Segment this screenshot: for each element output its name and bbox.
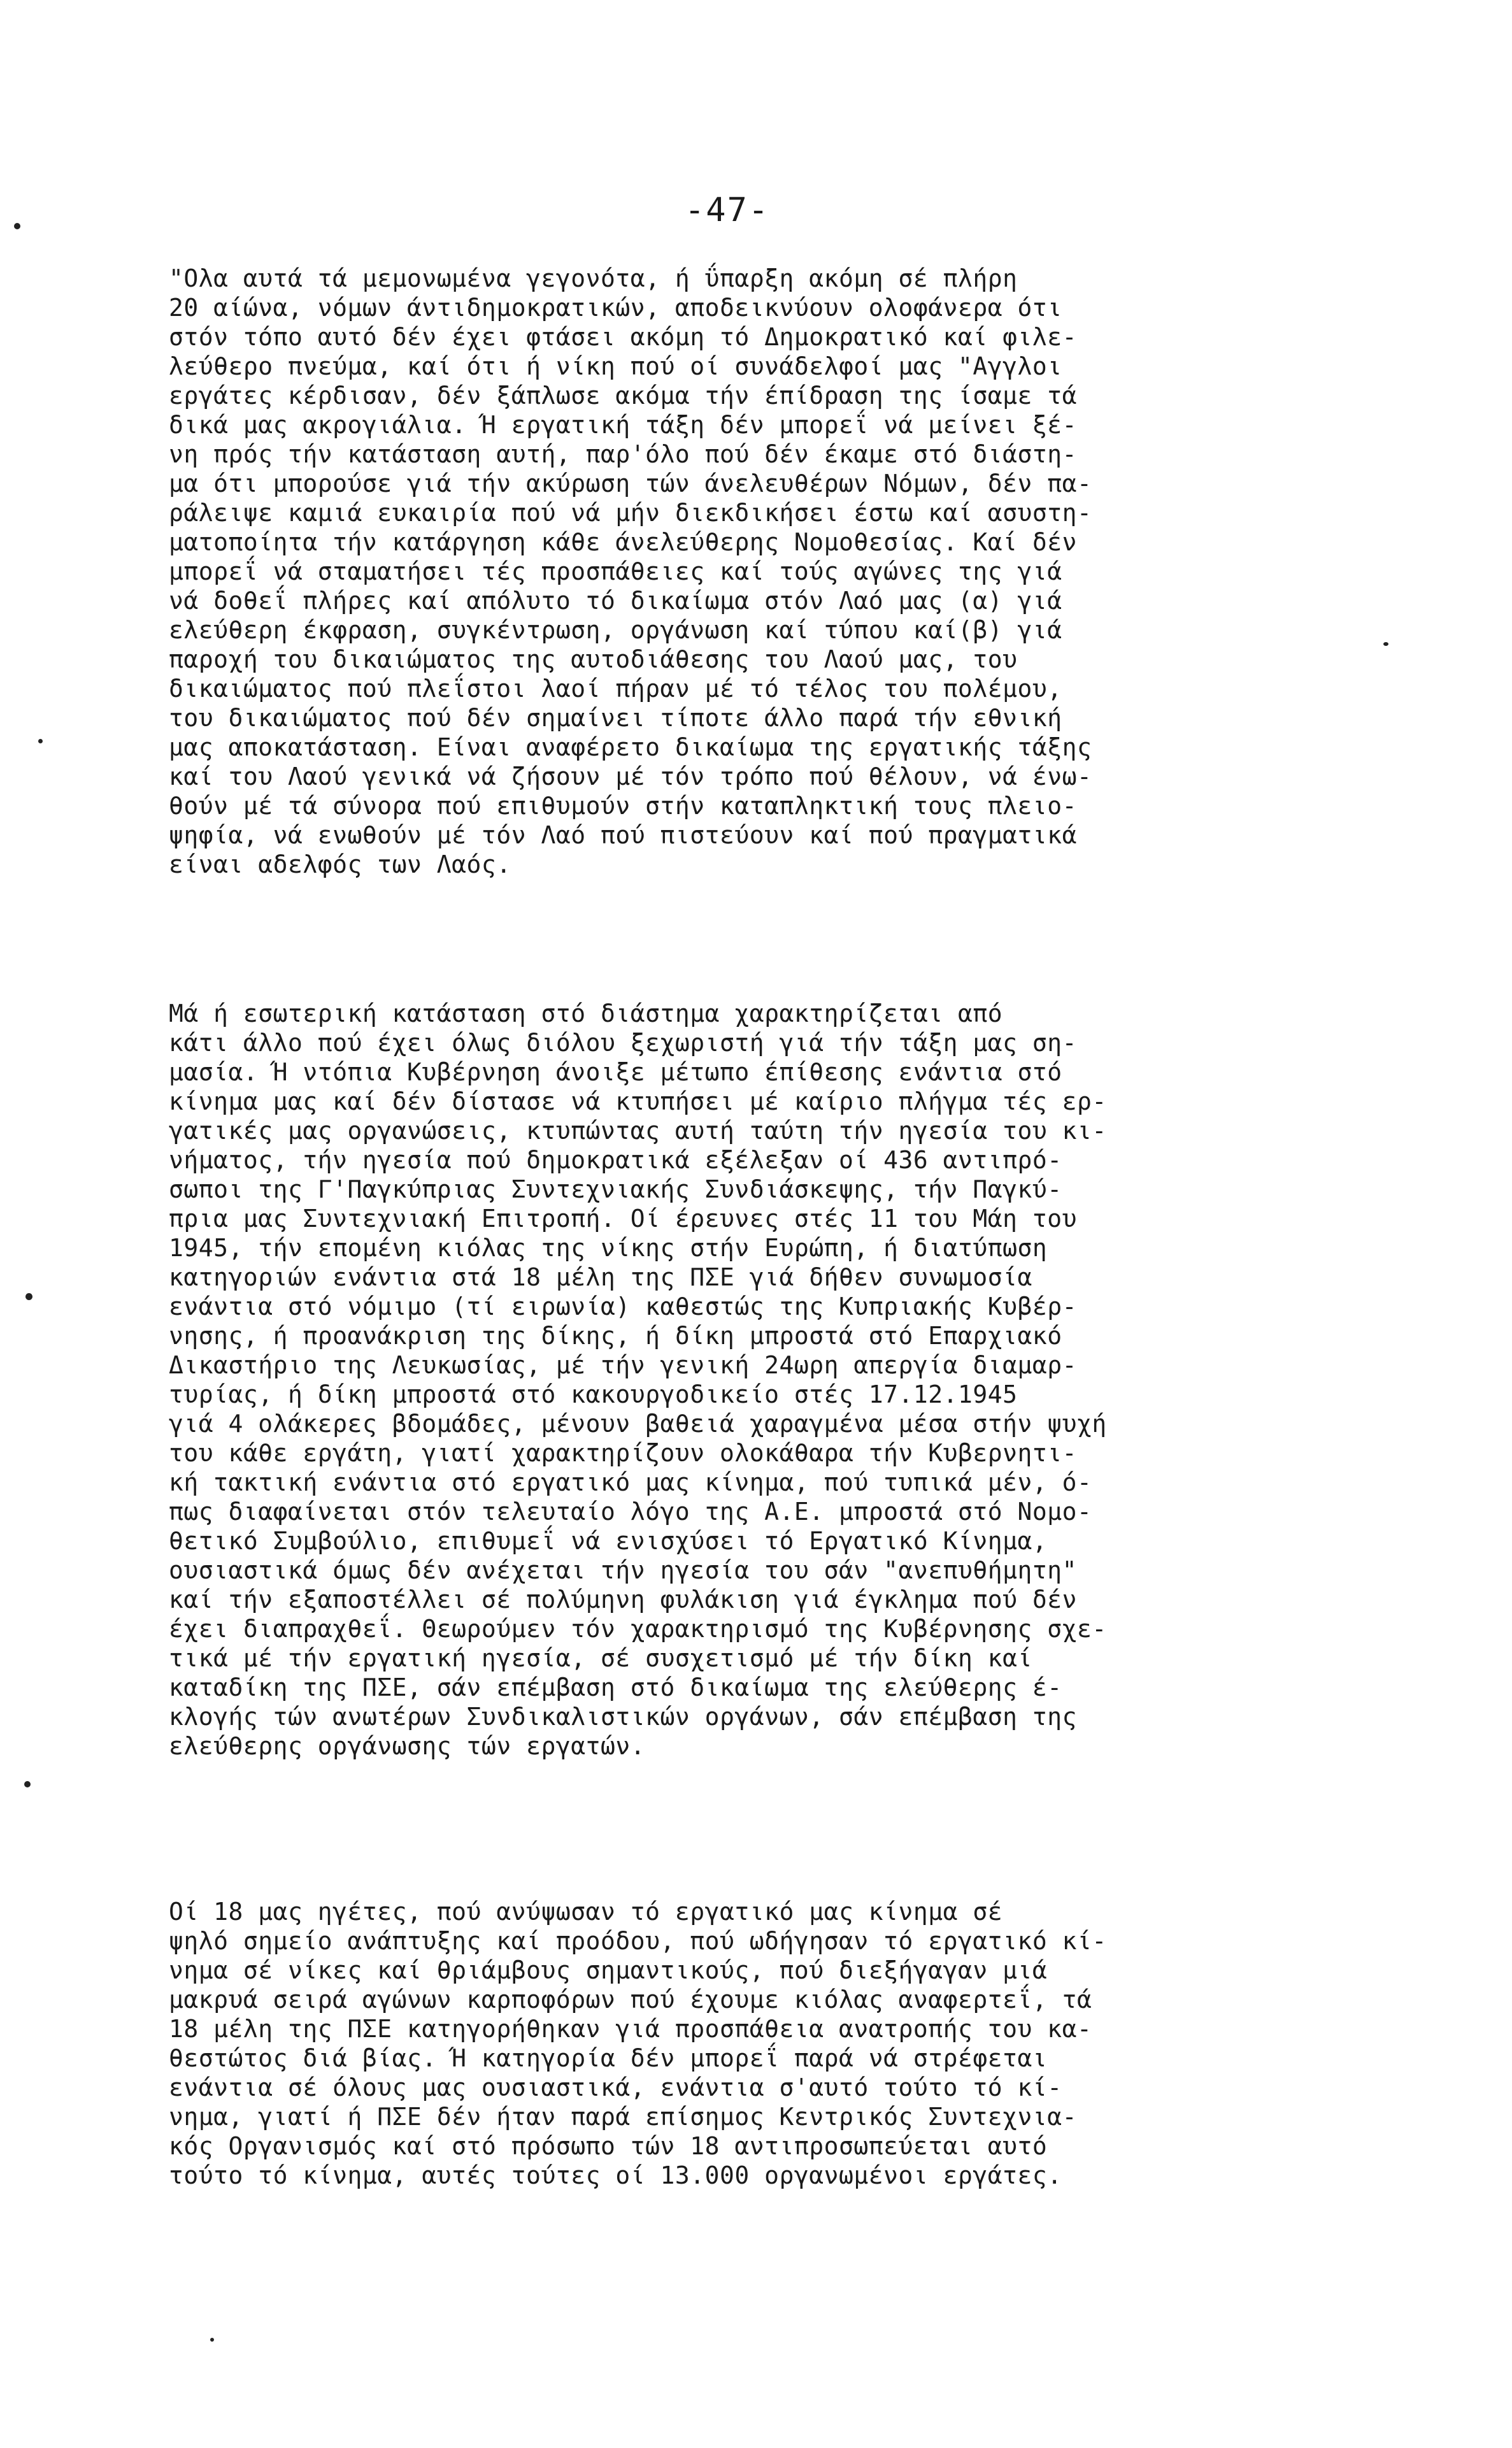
text-line: δικαιώματος πού πλεΐστοι λαοί πήραν μέ τό τέλος του πολέμου,	[169, 675, 1062, 703]
paragraph-2	[169, 999, 1398, 1761]
text-line: θούν μέ τά σύνορα πού επιθυμούν στήν καταπληκτική τους πλειο-	[169, 792, 1078, 820]
text-line: ελεύθερη έκφραση, συγκέντρωση, οργάνωση καί τύπου καί(β) γιά	[169, 616, 1062, 644]
text-line: θεστώτος διά βίας. Ή κατηγορία δέν μπορεΐ παρά νά στρέφεται	[169, 2044, 1048, 2072]
text-line: εργάτες κέρδισαν, δέν ξάπλωσε ακόμα τήν έπίδραση της ίσαμε τά	[169, 382, 1078, 410]
text-line: ελεύθερης οργάνωσης τών εργατών.	[169, 1732, 646, 1760]
text-line: νη πρός τήν κατάσταση αυτή, παρ'όλο πού δέν έκαμε στό διάστη-	[169, 440, 1078, 468]
text-line: νησης, ή προανάκριση της δίκης, ή δίκη μπροστά στό Επαρχιακό	[169, 1322, 1062, 1350]
text-line: στόν τόπο αυτό δέν έχει φτάσει ακόμη τό Δημοκρατικό καί φιλε-	[169, 323, 1078, 351]
text-line: καί του Λαού γενικά νά ζήσουν μέ τόν τρόπο πού θέλουν, νά ένω-	[169, 762, 1092, 791]
scan-speck	[24, 1781, 31, 1787]
text-line: ενάντια στό νόμιμο (τί ειρωνία) καθεστώς της Κυπριακής Κυβέρ-	[169, 1292, 1078, 1321]
text-line: ουσιαστικά όμως δέν ανέχεται τήν ηγεσία του σάν "ανεπυθήμητη"	[169, 1556, 1078, 1584]
text-line: μασία. Ή ντόπια Κυβέρνηση άνοιξε μέτωπο έπίθεσης ενάντια στό	[169, 1058, 1062, 1086]
text-line: κλογής τών ανωτέρων Συνδικαλιστικών οργάνων, σάν επέμβαση της	[169, 1703, 1078, 1731]
text-line: μπορεΐ νά σταματήσει τές προσπάθειες καί τούς αγώνες της γιά	[169, 557, 1062, 585]
text-line: καταδίκη της ΠΣΕ, σάν επέμβαση στό δικαίωμα της ελεύθερης έ-	[169, 1673, 1062, 1701]
text-line: νά δοθεΐ πλήρες καί απόλυτο τό δικαίωμα στόν Λαό μας (α) γιά	[169, 587, 1062, 615]
text-line: Οί 18 μας ηγέτες, πού ανύψωσαν τό εργατικό μας κίνημα σέ	[169, 1898, 1003, 1926]
text-line: δικά μας ακρογιάλια. Ή εργατική τάξη δέν μπορεΐ νά μείνει ξέ-	[169, 411, 1078, 439]
text-line: "Ολα αυτά τά μεμονωμένα γεγονότα, ή ΰπαρξη ακόμη σέ πλήρη	[169, 264, 1018, 292]
text-line: ράλειψε καμιά ευκαιρία πού νά μήν διεκδικήσει έστω καί ασυστη-	[169, 499, 1092, 527]
text-line: κός Οργανισμός καί στό πρόσωπο τών 18 αντιπροσωπεύεται αυτό	[169, 2132, 1048, 2160]
text-line: γατικές μας οργανώσεις, κτυπώντας αυτή ταύτη τήν ηγεσία του κι-	[169, 1117, 1107, 1145]
text-line: νημα σέ νίκες καί θριάμβους σημαντικούς, πού διεξήγαγαν μιά	[169, 1956, 1048, 1984]
text-line: 20 αίώνα, νόμων άντιδημοκρατικών, αποδεικνύουν ολοφάνερα ότι	[169, 294, 1062, 322]
text-line: ενάντια σέ όλους μας ουσιαστικά, ενάντια σ'αυτό τούτο τό κί-	[169, 2073, 1062, 2101]
scan-speck	[210, 2338, 214, 2342]
text-line: του δικαιώματος πού δέν σημαίνει τίποτε άλλο παρά τήν εθνική	[169, 704, 1062, 732]
text-line: ψηλό σημείο ανάπτυξης καί προόδου, πού ωδήγησαν τό εργατικό κί-	[169, 1927, 1107, 1955]
text-line: λεύθερο πνεύμα, καί ότι ή νίκη πού οί συνάδελφοί μας "Αγγλοι	[169, 352, 1062, 380]
text-line: ψηφία, νά ενωθούν μέ τόν Λαό πού πιστεύουν καί πού πραγματικά	[169, 821, 1078, 849]
text-line: θετικό Συμβούλιο, επιθυμεΐ νά ενισχύσει τό Εργατικό Κίνημα,	[169, 1527, 1048, 1555]
text-line: νημα, γιατί ή ΠΣΕ δέν ήταν παρά επίσημος Κεντρικός Συντεχνια-	[169, 2103, 1078, 2131]
text-line: τούτο τό κίνημα, αυτές τούτες οί 13.000 οργανωμένοι εργάτες.	[169, 2161, 1062, 2189]
text-line: μα ότι μπορούσε γιά τήν ακύρωση τών άνελευθέρων Νόμων, δέν πα-	[169, 469, 1092, 497]
text-line: κατηγοριών ενάντια στά 18 μέλη της ΠΣΕ γιά δήθεν συνωμοσία	[169, 1263, 1032, 1291]
paragraph-1	[169, 264, 1398, 879]
scan-speck	[25, 1293, 32, 1300]
paragraph-3	[169, 1897, 1398, 2190]
text-line: μας αποκατάσταση. Είναι αναφέρετο δικαίωμα της εργατικής τάξης	[169, 733, 1092, 761]
text-line: κίνημα μας καί δέν δίστασε νά κτυπήσει μέ καίριο πλήγμα τές ερ-	[169, 1087, 1107, 1115]
scan-speck	[38, 739, 43, 743]
text-line: νήματος, τήν ηγεσία πού δημοκρατικά εξέλεξαν οί 436 αντιπρό-	[169, 1146, 1062, 1174]
text-line: πως διαφαίνεται στόν τελευταίο λόγο της Α.Ε. μπροστά στό Νομο-	[169, 1498, 1092, 1526]
text-line: είναι αδελφός των Λαός.	[169, 850, 511, 878]
text-line: Μά ή εσωτερική κατάσταση στό διάστημα χαρακτηρίζεται από	[169, 999, 1003, 1027]
text-line: Δικαστήριο της Λευκωσίας, μέ τήν γενική 24ωρη απεργία διαμαρ-	[169, 1351, 1078, 1379]
text-line: 18 μέλη της ΠΣΕ κατηγορήθηκαν γιά προσπάθεια ανατροπής του κα-	[169, 2015, 1092, 2043]
scan-speck	[14, 223, 20, 229]
text-line: 1945, τήν επομένη κιόλας της νίκης στήν Ευρώπη, ή διατύπωση	[169, 1234, 1048, 1262]
text-line: καί τήν εξαποστέλλει σέ πολύμηνη φυλάκιση γιά έγκλημα πού δέν	[169, 1585, 1078, 1614]
text-line: μακρυά σειρά αγώνων καρποφόρων πού έχουμε κιόλας αναφερτεΐ, τά	[169, 1986, 1092, 2014]
text-line: πρια μας Συντεχνιακή Επιτροπή. Οί έρευνες στές 11 του Μάη του	[169, 1205, 1078, 1233]
page-number: -47-	[685, 191, 770, 229]
text-line: κάτι άλλο πού έχει όλως διόλου ξεχωριστή γιά τήν τάξη μας ση-	[169, 1029, 1078, 1057]
text-line: τυρίας, ή δίκη μπροστά στό κακουργοδικείο στές 17.12.1945	[169, 1380, 1018, 1408]
text-line: έχει διαπραχθεΐ. Θεωρούμεν τόν χαρακτηρισμό της Κυβέρνησης σχε-	[169, 1615, 1107, 1643]
text-line: γιά 4 ολάκερες βδομάδες, μένουν βαθειά χαραγμένα μέσα στήν ψυχή	[169, 1410, 1107, 1438]
text-line: του κάθε εργάτη, γιατί χαρακτηρίζουν ολοκάθαρα τήν Κυβερνητι-	[169, 1439, 1078, 1467]
text-line: κή τακτική ενάντια στό εργατικό μας κίνημα, πού τυπικά μέν, ό-	[169, 1468, 1092, 1496]
text-line: σωποι της Γ'Παγκύπριας Συντεχνιακής Συνδιάσκεψης, τήν Παγκύ-	[169, 1175, 1062, 1203]
text-line: παροχή του δικαιώματος της αυτοδιάθεσης του Λαού μας, του	[169, 645, 1018, 673]
text-line: τικά μέ τήν εργατική ηγεσία, σέ συσχετισμό μέ τήν δίκη καί	[169, 1644, 1032, 1672]
text-line: ματοποίητα τήν κατάργηση κάθε άνελεύθερης Νομοθεσίας. Καί δέν	[169, 528, 1078, 556]
